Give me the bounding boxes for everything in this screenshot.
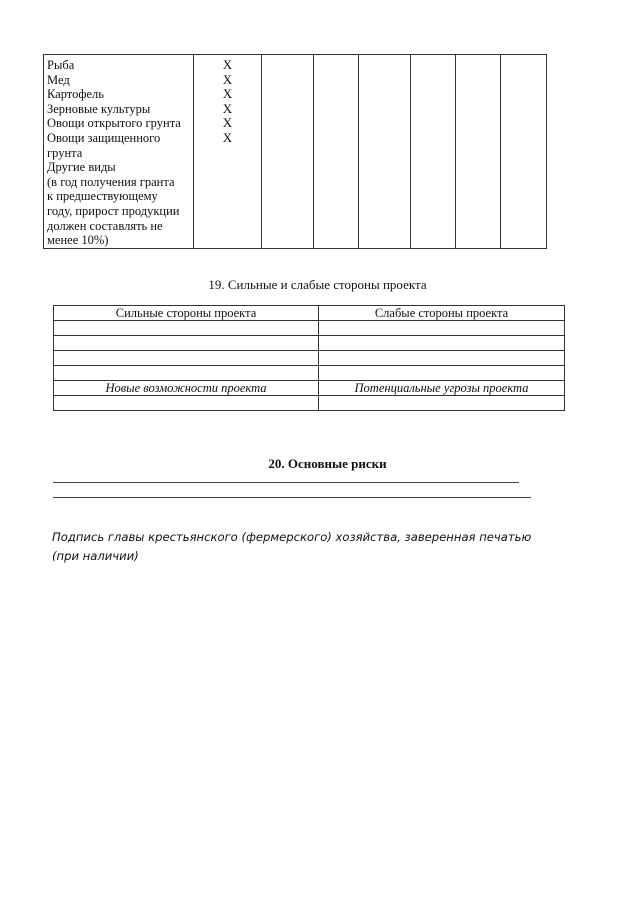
strength-cell[interactable] <box>54 351 319 366</box>
table-row <box>54 306 565 321</box>
x-mark: X <box>222 86 233 102</box>
product-table <box>43 54 547 249</box>
x-mark: X <box>222 115 233 131</box>
strength-cell[interactable] <box>54 321 319 336</box>
product-label: менее 10%) <box>47 233 109 248</box>
strength-cell[interactable] <box>54 366 319 381</box>
table-row <box>54 336 565 351</box>
weakness-cell[interactable] <box>319 366 565 381</box>
weakness-cell[interactable] <box>319 321 565 336</box>
product-label: Другие виды <box>47 160 116 175</box>
risks-line[interactable] <box>53 482 519 483</box>
table-row <box>44 55 547 249</box>
signature-caption: Подпись главы крестьянского (фермерского) хозяйства, заверенная печатью (при наличии) <box>52 530 532 563</box>
empty-cell[interactable] <box>359 55 411 249</box>
product-labels-cell <box>44 55 194 249</box>
x-mark: X <box>222 57 233 72</box>
opportunities-header: Новые возможности проекта <box>54 381 319 396</box>
product-label: Картофель <box>47 87 104 102</box>
section-20-title: 20. Основные риски <box>268 456 387 471</box>
table-row <box>54 351 565 366</box>
empty-cell[interactable] <box>501 55 547 249</box>
marks-cell <box>194 55 262 249</box>
swot-table <box>53 305 565 411</box>
empty-cell[interactable] <box>262 55 314 249</box>
empty-cell[interactable] <box>456 55 501 249</box>
product-label: Овощи защищенного <box>47 130 161 145</box>
section-19-title: 19. Сильные и слабые стороны проекта <box>208 277 427 292</box>
x-mark: X <box>222 129 233 145</box>
product-label: должен составлять не <box>47 218 163 233</box>
x-mark: X <box>222 71 233 87</box>
table-row <box>54 381 565 396</box>
threats-header: Потенциальные угрозы проекта <box>319 381 565 396</box>
product-label: Зерновые культуры <box>47 101 151 116</box>
x-mark: X <box>222 100 233 116</box>
table-row <box>54 321 565 336</box>
product-label: грунта <box>47 145 83 160</box>
product-label: году, прирост продукции <box>47 203 180 218</box>
weaknesses-header: Слабые стороны проекта <box>319 306 565 321</box>
empty-cell[interactable] <box>314 55 359 249</box>
opportunity-cell[interactable] <box>54 396 319 411</box>
product-label: Рыба <box>47 58 75 72</box>
empty-cell[interactable] <box>411 55 456 249</box>
product-label: Овощи открытого грунта <box>47 116 181 131</box>
weakness-cell[interactable] <box>319 336 565 351</box>
strengths-header: Сильные стороны проекта <box>54 306 319 321</box>
table-row <box>54 396 565 411</box>
product-label: Мед <box>47 72 70 87</box>
strength-cell[interactable] <box>54 336 319 351</box>
threat-cell[interactable] <box>319 396 565 411</box>
weakness-cell[interactable] <box>319 351 565 366</box>
table-row <box>54 366 565 381</box>
product-label: к предшествующему <box>47 189 158 204</box>
product-label: (в год получения гранта <box>47 174 175 189</box>
risks-line[interactable] <box>53 497 531 498</box>
